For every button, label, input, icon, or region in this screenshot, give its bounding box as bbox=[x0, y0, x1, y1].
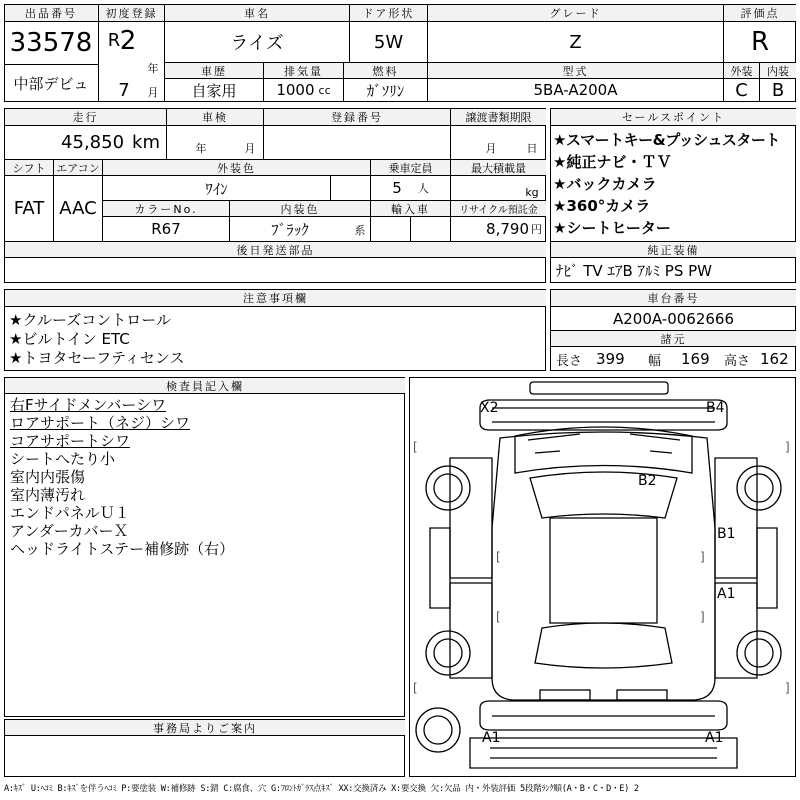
interior-score: B bbox=[771, 79, 785, 101]
capacity bbox=[371, 176, 450, 200]
office-label: 事務局よりご案内 bbox=[5, 720, 405, 735]
height-label: 高さ bbox=[724, 353, 751, 369]
width-value: 169 bbox=[681, 350, 710, 368]
mileage-label: 走行 bbox=[5, 109, 166, 125]
mileage bbox=[5, 126, 166, 159]
inspector-line: コアサポートシワ bbox=[10, 431, 131, 450]
width-label: 幅 bbox=[648, 353, 662, 369]
bracket-left-rear: [ bbox=[496, 610, 501, 624]
bracket-right-front: ] bbox=[785, 440, 790, 454]
capacity-unit: 人 bbox=[417, 182, 429, 195]
recycle-value: 8,790 bbox=[486, 220, 529, 238]
month-unit: 月 bbox=[147, 86, 159, 99]
capacity-value: 5 bbox=[392, 179, 402, 197]
max-load-unit: kg bbox=[525, 185, 539, 199]
car-outline bbox=[410, 378, 796, 777]
shift-label: シフト bbox=[5, 160, 53, 175]
damage-mark-a1-rear-right: A1 bbox=[705, 730, 724, 746]
grade-label: グレード bbox=[428, 5, 723, 21]
inspector-line: 右Fサイドメンバーシワ bbox=[10, 395, 167, 414]
interior-label: 内装 bbox=[760, 63, 796, 78]
displacement-value: 1000 bbox=[276, 81, 315, 99]
note-item: ★ビルトイン ETC bbox=[9, 329, 130, 348]
damage-mark-b2: B2 bbox=[638, 473, 657, 489]
car-name-label: 車名 bbox=[165, 5, 349, 21]
inspector-line: アンダーカバーＸ bbox=[10, 521, 129, 540]
length-label: 長さ bbox=[556, 353, 583, 369]
bracket-right-side: ] bbox=[785, 681, 790, 695]
score: R bbox=[750, 27, 770, 57]
damage-mark-a1-right: A1 bbox=[717, 586, 736, 602]
chassis-number: A200A-0062666 bbox=[612, 309, 735, 328]
note-item: ★トヨタセーフティセンス bbox=[9, 348, 185, 367]
inspector-line: ロアサポート（ネジ）シワ bbox=[10, 413, 191, 432]
mileage-value: 45,850 bbox=[61, 132, 125, 153]
sales-points-label: セールスポイント bbox=[551, 109, 796, 125]
inspector-line: 室内内張傷 bbox=[10, 467, 86, 486]
lot-number-label: 出品番号 bbox=[5, 5, 97, 21]
damage-mark-x2: X2 bbox=[480, 400, 499, 416]
later-parts-label: 後日発送部品 bbox=[5, 242, 546, 257]
inspection-month-unit: 月 bbox=[244, 142, 256, 155]
fuel-label: 燃料 bbox=[344, 63, 427, 78]
sales-point-item: ★純正ナビ・ＴＶ bbox=[553, 152, 672, 171]
plate-label: 登録番号 bbox=[264, 109, 450, 125]
lot-number: 33578 bbox=[9, 28, 93, 58]
inspector-line: エンドパネルＵ１ bbox=[10, 503, 130, 522]
note-item: ★クルーズコントロール bbox=[9, 310, 171, 329]
int-color: ﾌﾞﾗｯｸ bbox=[271, 220, 309, 239]
damage-mark-b4: B4 bbox=[706, 400, 725, 416]
bracket-right-mid: ] bbox=[700, 550, 705, 564]
door-type: 5W bbox=[373, 31, 404, 53]
ac-label: エアコン bbox=[54, 160, 102, 175]
sales-point-item: ★360°カメラ bbox=[553, 196, 651, 215]
recycle bbox=[451, 217, 546, 241]
legend-text: A:ｷｽﾞ U:ﾍｺﾐ B:ｷｽﾞを伴うﾍｺﾐ P:要塗装 W:補修跡 S:錆 C:腐食、穴 G:ﾌﾛﾝﾄｶﾞﾗｽ点ｷｽﾞ XX:交換済み X:要交換 欠:欠品 内・外装評価 5段階ﾗﾝｸ順(A・B・C・D・E) 2 bbox=[4, 784, 639, 794]
bracket-left-side: [ bbox=[413, 681, 418, 695]
bracket-left-mid: [ bbox=[496, 550, 501, 564]
history: 自家用 bbox=[191, 81, 237, 100]
exterior-score: C bbox=[735, 79, 748, 101]
shift: FAT bbox=[13, 198, 45, 219]
ext-color-label: 外装色 bbox=[103, 160, 370, 175]
venue: 中部デビュ bbox=[13, 74, 89, 93]
sales-point-item: ★シートヒーター bbox=[553, 218, 671, 237]
color-no: R67 bbox=[151, 220, 181, 238]
int-color-label: 内装色 bbox=[230, 201, 370, 216]
chassis-label: 車台番号 bbox=[551, 290, 796, 306]
sales-point-item: ★バックカメラ bbox=[553, 174, 657, 193]
int-color-unit: 系 bbox=[354, 224, 366, 237]
inspector-line: 室内薄汚れ bbox=[10, 485, 86, 504]
capacity-label: 乗車定員 bbox=[371, 160, 450, 175]
dims-label: 諸元 bbox=[551, 331, 796, 346]
first-reg-label: 初度登録 bbox=[99, 5, 164, 21]
score-label: 評価点 bbox=[724, 5, 796, 21]
sales-point-item: ★スマートキー&プッシュスタート bbox=[553, 130, 780, 149]
fuel: ｶﾞｿﾘﾝ bbox=[366, 81, 405, 100]
color-no-label: カラーNo. bbox=[103, 201, 229, 216]
length-value: 399 bbox=[596, 350, 625, 368]
door-label: ドア形状 bbox=[350, 5, 427, 21]
displacement bbox=[264, 79, 343, 101]
exterior-label: 外装 bbox=[724, 63, 759, 78]
grade: Z bbox=[569, 31, 582, 53]
height-value: 162 bbox=[760, 350, 789, 368]
inspection-label: 車検 bbox=[167, 109, 263, 125]
reg-year: 2 bbox=[119, 26, 137, 56]
car-name: ライズ bbox=[230, 33, 284, 54]
damage-mark-a1-rear-left: A1 bbox=[482, 730, 501, 746]
bracket-left-front: [ bbox=[413, 440, 418, 454]
import-label: 輸入車 bbox=[371, 201, 450, 216]
reg-month: 7 bbox=[118, 79, 130, 101]
history-label: 車歴 bbox=[165, 63, 263, 78]
inspector-label: 検査員記入欄 bbox=[5, 378, 405, 393]
equipment-value: ﾅﾋﾞ TV ｴｱB ｱﾙﾐ PS PW bbox=[556, 261, 712, 280]
mileage-unit: km bbox=[132, 132, 160, 153]
era: R bbox=[107, 29, 121, 51]
transfer-day-unit: 日 bbox=[526, 142, 538, 155]
displacement-label: 排気量 bbox=[264, 63, 343, 78]
inspector-line: ヘッドライトステー補修跡（右） bbox=[10, 539, 235, 558]
inspection-year-unit: 年 bbox=[195, 142, 207, 155]
ac: AAC bbox=[59, 198, 97, 219]
ext-color: ﾜｲﾝ bbox=[205, 179, 228, 198]
damage-mark-b1: B1 bbox=[717, 526, 736, 542]
transfer-month-unit: 月 bbox=[485, 142, 497, 155]
model-label: 型式 bbox=[428, 63, 723, 78]
equipment-label: 純正装備 bbox=[551, 242, 796, 257]
inspector-line: シートへたり小 bbox=[10, 449, 116, 468]
recycle-label: リサイクル預託金 bbox=[451, 201, 546, 216]
max-load-label: 最大積載量 bbox=[451, 160, 546, 175]
notes-label: 注意事項欄 bbox=[5, 290, 546, 306]
model-code: 5BA-A200A bbox=[533, 81, 618, 99]
year-unit: 年 bbox=[147, 62, 159, 75]
displacement-unit: cc bbox=[318, 83, 331, 97]
recycle-unit: 円 bbox=[531, 223, 542, 236]
bracket-right-rear: ] bbox=[700, 610, 705, 624]
car-diagram bbox=[409, 377, 796, 777]
transfer-label: 譲渡書類期限 bbox=[451, 109, 546, 125]
